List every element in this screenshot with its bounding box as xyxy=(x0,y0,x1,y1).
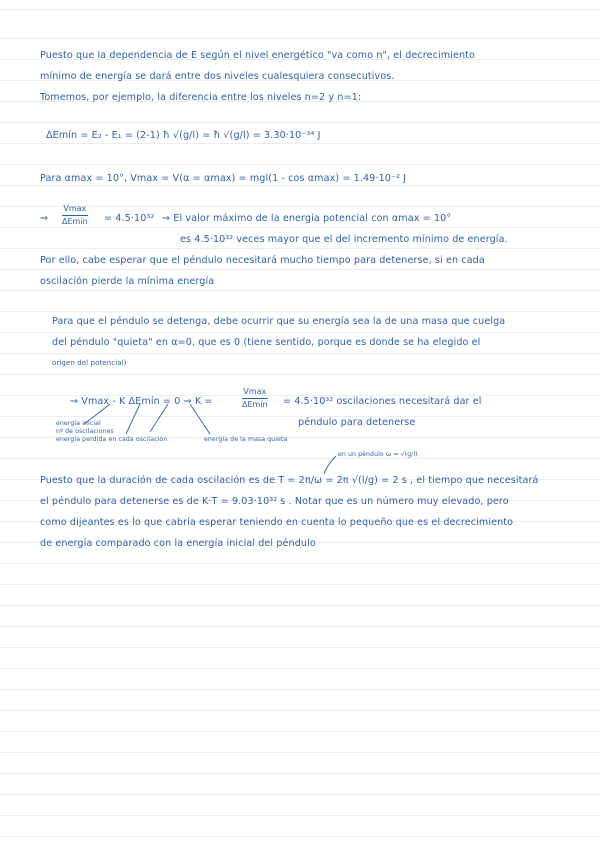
annotation-initial-energy: energía inicial xyxy=(56,420,101,427)
ratio-denominator: ΔEmín xyxy=(62,217,88,226)
text-line: péndulo para detenerse xyxy=(298,417,416,428)
equation-k-left: ⇒ Vmax - K ΔEmín = 0 ⇒ K = xyxy=(70,396,213,407)
ratio-value: = 4.5·10³² xyxy=(104,213,155,224)
text-line: oscilación pierde la mínima energía xyxy=(40,276,215,287)
ratio-fraction xyxy=(62,205,88,226)
annotation-num-oscillations: nº de oscilaciones xyxy=(56,428,114,435)
text-line: Puesto que la dependencia de E según el nivel energético "va como n", el decrecimiento xyxy=(40,50,475,61)
text-line: origen del potencial) xyxy=(52,359,127,367)
annotation-energy-lost: energía perdida en cada oscilación xyxy=(56,436,168,443)
ratio-numerator: Vmax xyxy=(63,204,87,213)
text-line: ⇒ El valor máximo de la energía potencial con αmax = 10° xyxy=(162,213,452,224)
text-line: Tomemos, por ejemplo, la diferencia entre los niveles n=2 y n=1: xyxy=(40,92,362,103)
k-numerator: Vmax xyxy=(243,387,267,396)
annotation-pendulum-omega: en un péndulo ω = √(g/l) xyxy=(338,451,418,458)
k-fraction xyxy=(242,388,268,409)
text-line: del péndulo "quieta" en α=0, que es 0 (tiene sentido, porque es donde se ha elegido el xyxy=(52,337,481,348)
equation-v-max: Para αmax = 10°, Vmax = V(α = αmax) = mgl(1 - cos αmax) = 1.49·10⁻² J xyxy=(40,173,407,184)
text-line: el péndulo para detenerse es de K·T = 9.03·10³² s . Notar que es un número muy elevado, pero xyxy=(40,496,509,507)
text-line: es 4.5·10³² veces mayor que el del incremento mínimo de energía. xyxy=(180,234,508,245)
k-denominator: ΔEmín xyxy=(242,400,268,409)
text-line: Puesto que la duración de cada oscilación es de T = 2π/ω = 2π √(l/g) = 2 s , el tiempo que necesitará xyxy=(40,475,539,486)
implies-arrow: ⇒ xyxy=(40,213,49,224)
text-line: Por ello, cabe esperar que el péndulo necesitará mucho tiempo para detenerse, si en cada xyxy=(40,255,485,266)
annotation-still-mass: energía de la masa quieta xyxy=(204,436,288,443)
equation-delta-e-min: ΔEmín = E₂ - E₁ = (2-1) ħ √(g/l) = ħ √(g/l) = 3.30·10⁻³⁴ J xyxy=(46,130,321,141)
text-line: mínimo de energía se dará entre dos niveles cualesquiera consecutivos. xyxy=(40,71,395,82)
text-line: Para que el péndulo se detenga, debe ocurrir que su energía sea la de una masa que cuelga xyxy=(52,316,506,327)
equation-k-right: = 4.5·10³² oscilaciones necesitará dar el xyxy=(283,396,482,407)
text-line: de energía comparado con la energía inicial del péndulo xyxy=(40,538,316,549)
text-line: como dijeantes es lo que cabría esperar teniendo en cuenta lo pequeño que es el decrecimiento xyxy=(40,517,514,528)
